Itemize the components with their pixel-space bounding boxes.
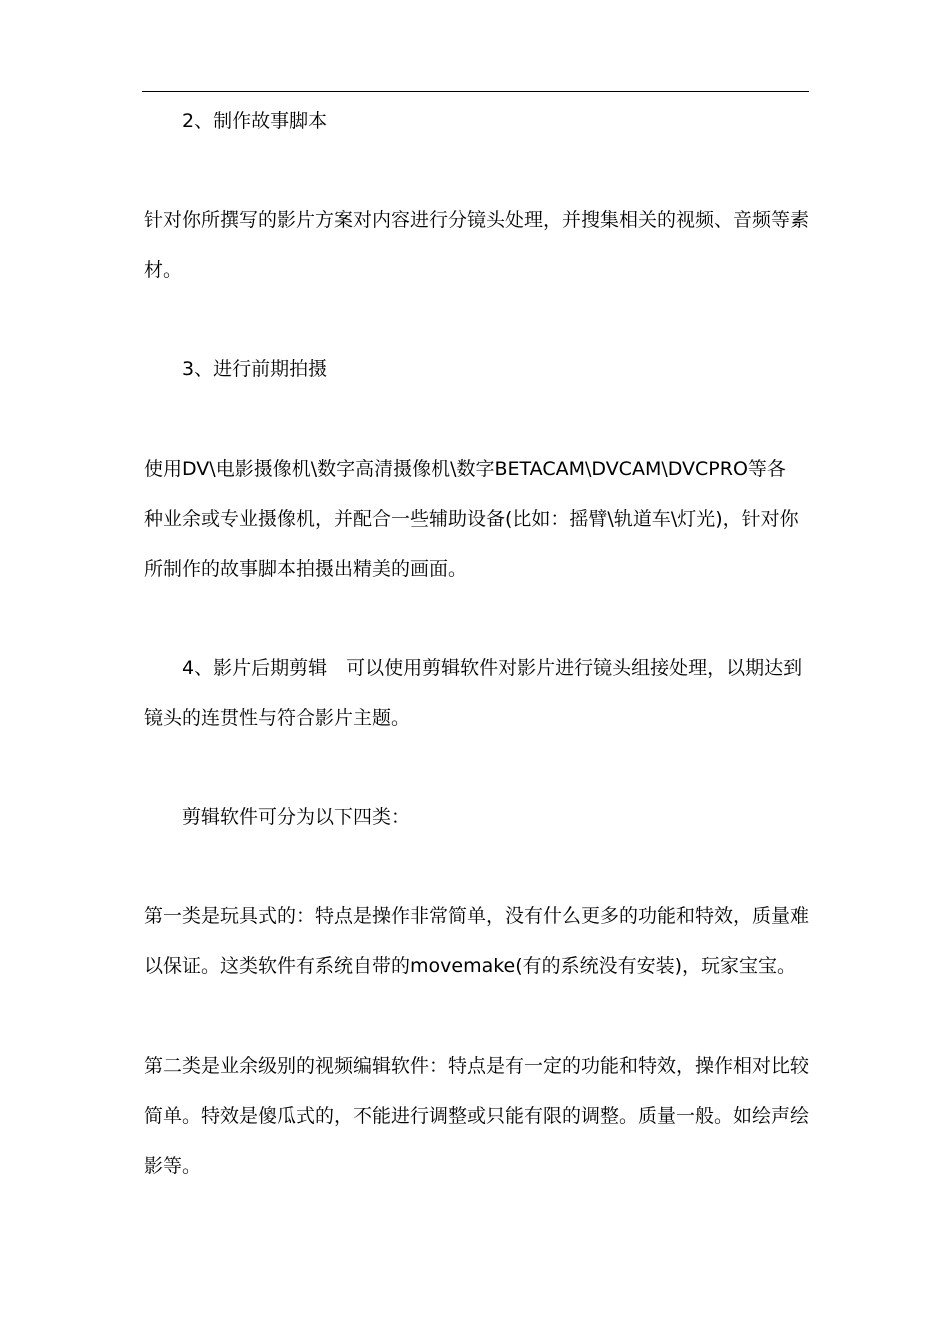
paragraph-line: 第二类是业余级别的视频编辑软件：特点是有一定的功能和特效，操作相对比较 (144, 1055, 810, 1077)
heading-step-3: 3、进行前期拍摄 (182, 358, 328, 380)
heading-step-4: 4、影片后期剪辑 可以使用剪辑软件对影片进行镜头组接处理，以期达到 (182, 657, 803, 679)
paragraph-line: 第一类是玩具式的：特点是操作非常简单，没有什么更多的功能和特效，质量难 (144, 905, 810, 927)
paragraph-line: 简单。特效是傻瓜式的，不能进行调整或只能有限的调整。质量一般。如绘声绘 (144, 1105, 810, 1127)
paragraph-line: 所制作的故事脚本拍摄出精美的画面。 (144, 558, 468, 580)
header-rule (142, 91, 809, 92)
paragraph-line: 针对你所撰写的影片方案对内容进行分镜头处理，并搜集相关的视频、音频等素 (144, 209, 810, 231)
paragraph-line: 以保证。这类软件有系统自带的movemake(有的系统没有安装)，玩家宝宝。 (144, 955, 797, 977)
paragraph-line: 镜头的连贯性与符合影片主题。 (144, 707, 411, 729)
paragraph-line: 种业余或专业摄像机，并配合一些辅助设备(比如：摇臂\轨道车\灯光)，针对你 (144, 508, 799, 530)
paragraph-line: 影等。 (144, 1155, 202, 1177)
paragraph-line: 使用DV\电影摄像机\数字高清摄像机\数字BETACAM\DVCAM\DVCPRO等各 (144, 458, 786, 480)
heading-step-2: 2、制作故事脚本 (182, 110, 328, 132)
paragraph-intro: 剪辑软件可分为以下四类： (182, 806, 411, 828)
paragraph-line: 材。 (144, 259, 183, 281)
